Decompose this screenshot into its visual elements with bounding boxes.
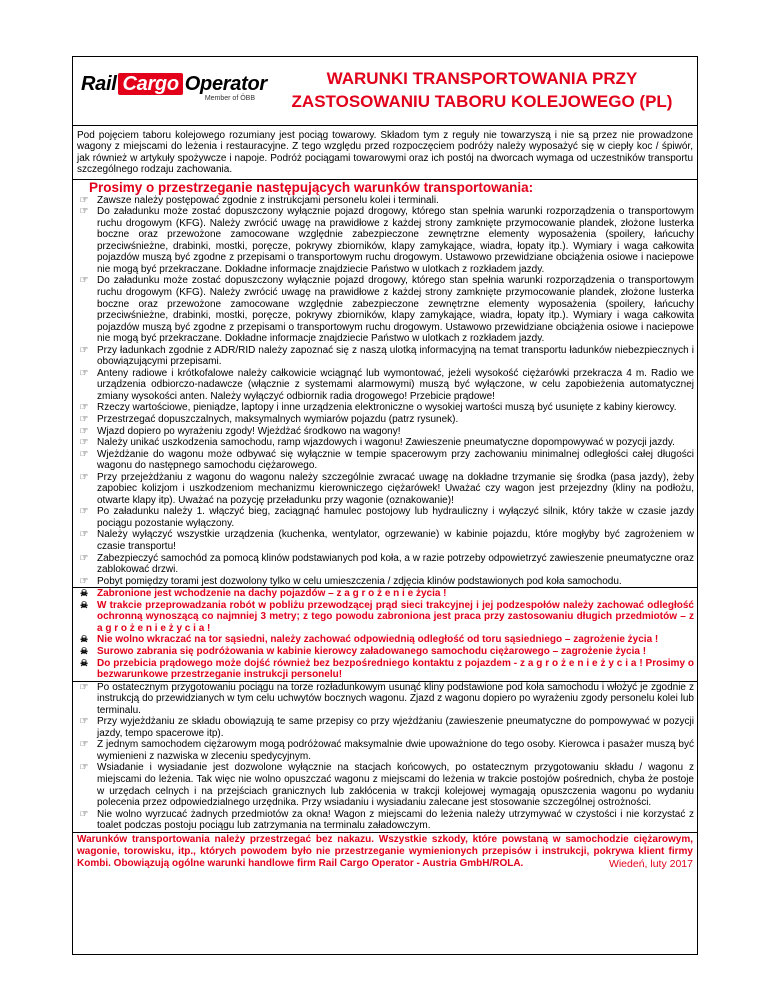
- rule-item-text: Rzeczy wartościowe, pieniądze, laptopy i inne urządzenia elektroniczne o wysokiej wartości muszą być usunięte z kabiny kierowcy.: [97, 402, 677, 414]
- skull-icon: ☠: [79, 634, 89, 645]
- rule-item-text: Pobyt pomiędzy torami jest dozwolony tylko w celu umieszczenia / zdjęcia klinów podstawionych pod koła samochodu.: [97, 575, 622, 587]
- pointing-hand-icon: ☞: [79, 425, 89, 437]
- rule-item-text: Przy wyjeżdżaniu ze składu obowiązują te same przepisy co przy wjeżdżaniu (zawieszenie pneumatyczne do pompowywać w pozycji jazdy, tempo spacerowe itp).: [97, 716, 694, 739]
- rule-item-text: Do załadunku może zostać dopuszczony wyłącznie pojazd drogowy, którego stan spełnia warunki rozporządzenia o transportowym ruchu drogowym (KFG). Należy zwrócić uwagę na prawidłowe z każdej strony zamknięte przymocowanie plandek, złożone lusterka boczne oraz przewożone zamocowane względnie zabezpieczone zewnętrzne elementy wyposażenia (spoilery, łańcuchy przeciwśnieżne, drabinki, mostki, poręcze, pokrywy zbiorników, klapy zamykające, wiadra, łopaty itp.). Wymiary i waga całkowita pojazdów muszą być zgodne z przepisami o transportowym ruchu drogowym. Ustawowo przewidziane obciążenia osiowe i naciepowe nie mogą być przekraczane. Dokładne informacje znajdziecie Państwo w ulotkach z rozkładem jazdy.: [97, 275, 694, 345]
- rule-item: [77, 437, 694, 449]
- rule-item: [77, 472, 694, 507]
- logo-member: Member of ÖBB: [204, 95, 255, 102]
- title-line-1: WARUNKI TRANSPORTOWANIA PRZY: [326, 69, 638, 88]
- rule-item: [77, 529, 694, 552]
- pointing-hand-icon: ☞: [79, 716, 89, 728]
- pointing-hand-icon: ☞: [79, 506, 89, 518]
- warning-item: [77, 658, 694, 681]
- rule-item: [77, 762, 694, 808]
- pointing-hand-icon: ☞: [79, 437, 89, 449]
- rule-item-text: Należy wyłączyć wszystkie urządzenia (kuchenka, wentylator, ogrzewanie) w kabinie pojazdu, które mogłyby być zagrożeniem w czasie transportu!: [97, 529, 694, 553]
- skull-icon: ☠: [79, 599, 89, 610]
- footer-note: [73, 832, 697, 871]
- rule-item-text: Zabezpieczyć samochód za pomocą klinów podstawianych pod koła, a w razie potrzeby odpowietrzyć zawieszenie pneumatyczne oraz zablokować drzwi.: [97, 552, 694, 576]
- warning-item-text: Zabronione jest wchodzenie na dachy pojazdów – z a g r o ż e n i e życia !: [97, 588, 447, 600]
- footer-text: Warunków transportowania należy przestrzegać bez nakazu. Wszystkie szkody, które powstaną w samochodzie ciężarowym, wagonie, torowisku, itp., których powodem było nie przestrzeganie wymienionych przepisów i instrukcji, pokrywa klient firmy Kombi. Obowiązują ogólne warunki handlowe firm Rail Cargo Operator - Austria GmbH/ROLA.: [77, 833, 693, 869]
- rule-item: [77, 809, 694, 832]
- rule-item: [77, 506, 694, 529]
- rail-cargo-operator-logo: [81, 73, 267, 109]
- rule-item: [77, 716, 694, 739]
- warning-item: [77, 634, 694, 646]
- warning-item: [77, 600, 694, 635]
- rule-item-text: Anteny radiowe i krótkofalowe należy całkowicie wciągnąć lub wymontować, jeżeli wysokość ciężarówki przekracza 4 m. Radio we urządzenia odbiorczo-nadawcze (włącznie z systemami alarmowymi) muszą być wyłączone, w celu zapobieżenia automatycznej zmiany wysokości anten. Należy wyłączyć odbiornik radia drogowego! Przebicie prądowe!: [97, 367, 694, 402]
- pointing-hand-icon: ☞: [79, 575, 89, 587]
- rule-item-text: Po załadunku należy 1. włączyć bieg, zaciągnąć hamulec postojowy lub hydrauliczny i wyłączyć silnik, który także w czasie jazdy pociągu pozostanie wyłączony.: [97, 506, 694, 529]
- warning-item-text: Nie wolno wkraczać na tor sąsiedni, należy zachować odpowiednią odległość od toru sąsiedniego – zagrożenie życia !: [97, 634, 659, 646]
- rule-item-text: Należy unikać uszkodzenia samochodu, ramp wjazdowych i wagonu! Zawieszenie pneumatyczne dopompowywać w pozycji jazdy.: [97, 437, 675, 449]
- pointing-hand-icon: ☞: [79, 448, 89, 460]
- rule-item: [77, 195, 694, 207]
- logo-rail: Rail: [81, 73, 117, 95]
- pointing-hand-icon: ☞: [79, 206, 89, 218]
- rule-item-text: Przy ładunkach zgodnie z ADR/RID należy zapoznać się z naszą ulotką informacyjną na temat transportu ładunków niebezpiecznych i obowiązującymi przepisami.: [97, 344, 694, 368]
- rules-list: [73, 195, 697, 588]
- rule-item-text: Przestrzegać dopuszczalnych, maksymalnych wymiarów pojazdu (patrz rysunek).: [97, 414, 459, 426]
- pointing-hand-icon: ☞: [79, 552, 89, 564]
- rule-item: [77, 414, 694, 426]
- rule-item: [77, 275, 694, 344]
- pointing-hand-icon: ☞: [79, 681, 89, 693]
- pointing-hand-icon: ☞: [79, 762, 89, 774]
- rule-item-text: Po ostatecznym przygotowaniu pociągu na torze rozładunkowym usunąć kliny podstawione pod koła samochodu i włożyć je zgodnie z instrukcją do przewidzianych w tym celu uchwytów bocznych wagonu. Zjazd z wagonu dopiero po wyrażeniu zgody personelu kolei lub terminalu.: [97, 681, 694, 716]
- document-date: Wiedeń, luty 2017: [608, 857, 693, 870]
- rule-item: [77, 206, 694, 275]
- rule-item: [77, 426, 694, 438]
- pointing-hand-icon: ☞: [79, 808, 89, 820]
- rule-item: [77, 682, 694, 717]
- warning-item: [77, 588, 694, 600]
- skull-icon: ☠: [79, 588, 89, 599]
- skull-icon: ☠: [79, 645, 89, 656]
- rule-item-text: Do załadunku może zostać dopuszczony wyłącznie pojazd drogowy, którego stan spełnia warunki rozporządzenia o transportowym ruchu drogowym (KFG). Należy zwrócić uwagę na prawidłowe z każdej strony zamknięte przymocowanie plandek, złożone lusterka boczne oraz przewożone zamocowane względnie zabezpieczone zewnętrzne elementy wyposażenia (spoilery, łańcuchy przeciwśnieżne, drabinki, mostki, poręcze, pokrywy zbiorników, klapy zamykające, wiadra, łopaty itp.). Wymiary i waga całkowita pojazdów muszą być zgodne z przepisami o transportowym ruchu drogowym. Ustawowo przewidziane obciążenia osiowe i naciepowe nie mogą być przekraczane. Dokładne informacje znajdziecie Państwo w ulotkach z rozkładem jazdy.: [97, 206, 694, 275]
- rule-item-text: Przy przejeżdżaniu z wagonu do wagonu należy szczególnie zwracać uwagę na dokładne trzymanie się środka (pasa jazdy), żeby zapobiec kolizjom i uszkodzeniom mechanizmu kierowniczego ciężarówek! Uważać czy wagon jest przejezdny (kliny na podłożu, otwarte klapy itp). Uważać na pozycję przeładunku przy wagonie (oznakowanie)!: [97, 471, 694, 506]
- rule-item: [77, 402, 694, 414]
- rule-item-text: Nie wolno wyrzucać żadnych przedmiotów za okna! Wagon z miejscami do leżenia należy utrzymywać w czystości i nie korzystać z toalet podczas postoju pociągu lub zatrzymania na terminalu załadowczym.: [97, 808, 694, 832]
- rule-item: [77, 368, 694, 403]
- rule-item: [77, 739, 694, 762]
- rule-item-text: Wjeżdżanie do wagonu może odbywać się wyłącznie w tempie spacerowym przy zachowaniu minimalnej odległości całej długości wagonu do następnego samochodu ciężarowego.: [97, 448, 694, 472]
- pointing-hand-icon: ☞: [79, 739, 89, 751]
- rule-item: [77, 553, 694, 576]
- rule-item-text: Wjazd dopiero po wyrażeniu zgody! Wjeżdżać środkowo na wagony!: [97, 425, 401, 437]
- pointing-hand-icon: ☞: [79, 529, 89, 541]
- rule-item-text: Z jednym samochodem ciężarowym mogą podróżować maksymalnie dwie upoważnione do tego osoby. Kierowca i pasażer muszą być wymienieni z nazwiska w zleceniu spedycyjnym.: [97, 739, 694, 762]
- pointing-hand-icon: ☞: [79, 414, 89, 426]
- rules-list-after-unload: [73, 681, 697, 832]
- pointing-hand-icon: ☞: [79, 344, 89, 356]
- pointing-hand-icon: ☞: [79, 194, 89, 206]
- pointing-hand-icon: ☞: [79, 402, 89, 414]
- document-frame: [72, 56, 698, 955]
- document-header: [73, 57, 697, 126]
- warning-item-text: Do przebicia prądowego może dojść również bez bezpośredniego kontaktu z pojazdem - z a g r o ż e n i e ż y c i a ! Prosimy o bezwarunkowe przestrzeganie instrukcji personelu!: [97, 657, 694, 681]
- intro-paragraph: Pod pojęciem taboru kolejowego rozumiany jest pociąg towarowy. Składom tym z reguły nie towarzyszą i nie są przez nie prowadzone wagony z miejscami do leżenia i restauracyjne. Z tego względu przed rozpoczęciem podróży należy wyposażyć się w ciepły koc / śpiwór, jak również w artykuły spożywcze i napoje. Podróż pociągami towarowymi oraz ich postój na dworcach wymaga od uczestników transportu szczególnego rodzaju zachowania.: [73, 126, 697, 180]
- rule-item: [77, 345, 694, 368]
- document-title: [273, 67, 691, 113]
- logo-cargo: Cargo: [118, 73, 182, 95]
- section-subtitle: Prosimy o przestrzeganie następujących warunków transportowania:: [89, 179, 534, 195]
- pointing-hand-icon: ☞: [79, 275, 89, 287]
- warnings-list: [73, 587, 697, 680]
- warning-item-text: W trakcie przeprowadzania robót w pobliżu przewodzącej prąd sieci trakcyjnej i jej podzespołów należy zachować odległość ochronną wynoszącą co najmniej 3 metry; z tego powodu zabroniona jest praca przy zastosowaniu długich przedmiotów – z a g r o ż e n i e ż y c i a !: [97, 599, 694, 634]
- pointing-hand-icon: ☞: [79, 471, 89, 483]
- rule-item: [77, 576, 694, 588]
- warning-item-text: Surowo zabrania się podróżowania w kabinie kierowcy załadowanego samochodu ciężarowego – zagrożenie życia !: [97, 645, 647, 657]
- rule-item-text: Zawsze należy postępować zgodnie z instrukcjami personelu kolei i terminali.: [97, 194, 439, 206]
- title-line-2: ZASTOSOWANIU TABORU KOLEJOWEGO (PL): [291, 92, 673, 111]
- warning-item: [77, 646, 694, 658]
- rule-item-text: Wsiadanie i wysiadanie jest dozwolone wyłącznie na stacjach końcowych, po ostatecznym przygotowaniu składu / wagonu z miejscami do leżenia. Tak więc nie wolno opuszczać wagonu z miejscami do leżenia w trakcie postojów pośrednich, chyba że postoje w urzędach celnych i na przejściach granicznych lub zakłócenia w trakcji kolejowej wymagają opuszczenia wagonu po wydaniu polecenia przez odpowiedzialnego urzędnika. Przy wsiadaniu i wysiadaniu zalecane jest stosowanie szczególnej ostrożności.: [97, 762, 694, 809]
- skull-icon: ☠: [79, 657, 89, 668]
- rule-item: [77, 449, 694, 472]
- logo-operator: Operator: [184, 73, 267, 95]
- pointing-hand-icon: ☞: [79, 367, 89, 379]
